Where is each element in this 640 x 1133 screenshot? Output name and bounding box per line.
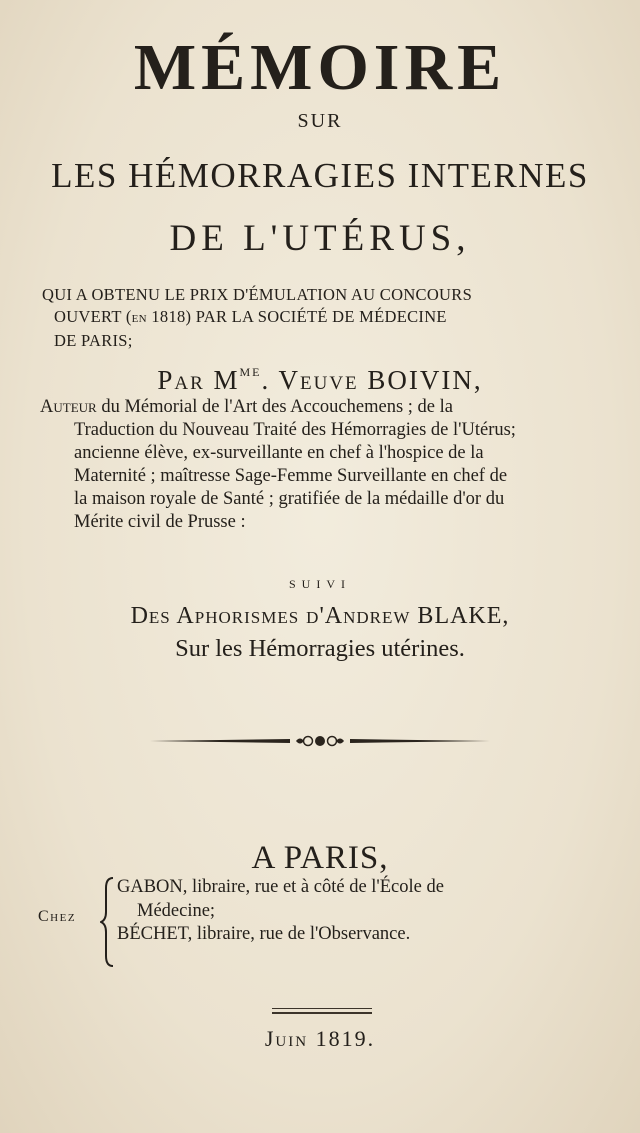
brace-icon — [100, 876, 116, 968]
prize-statement — [42, 284, 602, 352]
prize-line-2 — [42, 306, 602, 330]
publication-date: Juin 1819. — [264, 1026, 376, 1051]
publisher-1-line-1: GABON, libraire, rue et à côté de l'École de — [117, 877, 444, 897]
author-line — [0, 365, 640, 396]
subject-line-2: DE L'UTÉRUS, — [169, 218, 471, 259]
publisher-2: BÉCHET, libraire, rue de l'Observance. — [117, 924, 411, 944]
rule-thin — [272, 1008, 372, 1009]
author-par: Par M — [157, 365, 240, 395]
sur-line: SUR — [297, 110, 343, 132]
bio-auteur: Auteur — [40, 397, 97, 417]
author-sup: ME — [239, 365, 262, 379]
subject-line-1: LES HÉMORRAGIES INTERNES — [51, 156, 589, 195]
publisher-1-line-2: Médecine; — [137, 900, 216, 921]
suivi-label: SUIVI — [289, 577, 351, 591]
bio-line-1-rest: du Mémorial de l'Art des Accouchemens ; de la — [96, 397, 453, 417]
chez-label: Chez — [38, 908, 77, 925]
author-credentials — [40, 396, 618, 534]
imprint-city: A PARIS, — [251, 840, 389, 876]
bio-line-3: ancienne élève, ex-surveillante en chef à l'hospice de la — [74, 443, 484, 463]
aphorismes-line-1: Des Aphorismes d'Andrew BLAKE, — [130, 603, 510, 629]
bio-line-1 — [40, 396, 618, 419]
publishers-list — [117, 876, 597, 947]
bio-line-4: Maternité ; maîtresse Sage-Femme Surveillante en chef de — [74, 466, 508, 486]
rule-thick — [272, 1012, 372, 1014]
prize-line-3: DE PARIS; — [54, 331, 133, 350]
bio-line-5: la maison royale de Santé ; gratifiée de la médaille d'or du — [74, 489, 505, 509]
prize-line-2-en: EN — [131, 313, 147, 325]
main-title: MÉMOIRE — [133, 31, 507, 104]
aphorismes-line-2: Sur les Hémorragies utérines. — [175, 635, 465, 662]
prize-line-1: QUI A OBTENU LE PRIX D'ÉMULATION AU CONCOURS — [42, 285, 473, 304]
prize-line-2-a: OUVERT ( — [54, 307, 132, 326]
bio-line-2: Traduction du Nouveau Traité des Hémorragies de l'Utérus; — [74, 420, 516, 440]
ornament-divider — [150, 735, 490, 747]
bio-line-6: Mérite civil de Prusse : — [74, 512, 246, 532]
prize-line-2-b: 1818) PAR LA SOCIÉTÉ DE MÉDECINE — [146, 307, 447, 326]
author-name: . Veuve BOIVIN, — [261, 365, 483, 395]
